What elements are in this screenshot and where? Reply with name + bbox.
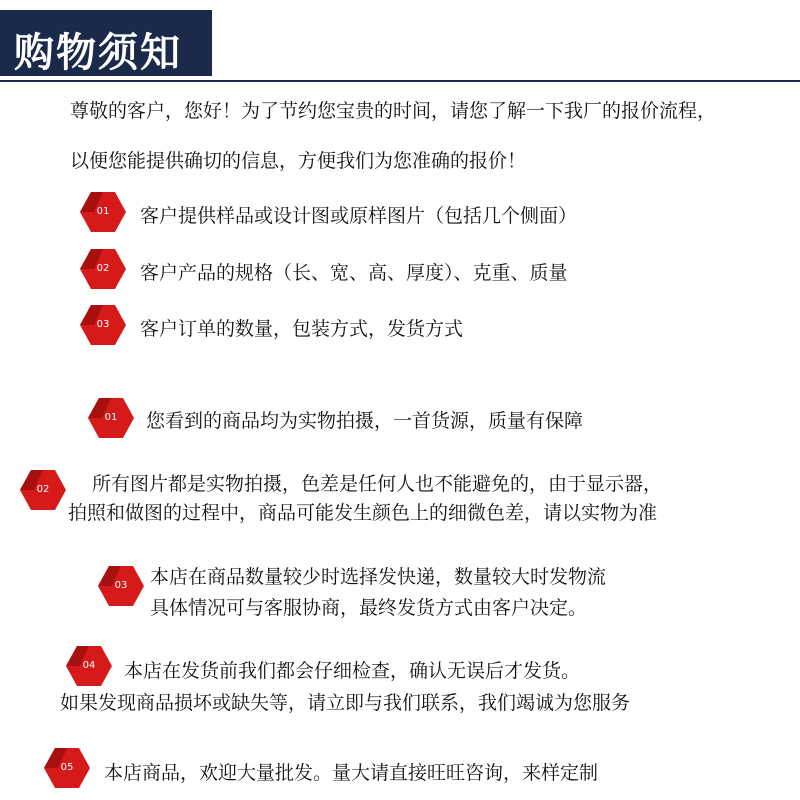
- note-04-line-2: 如果发现商品损坏或缺失等，请立即与我们联系，我们竭诚为您服务: [60, 692, 631, 714]
- note-badge-01: [88, 398, 134, 438]
- note-badge-04: [66, 646, 112, 686]
- intro-line-2: 以便您能提供确切的信息，方便我们为您准确的报价！: [70, 150, 527, 172]
- header-title-box: [0, 10, 212, 76]
- note-number: 03: [114, 580, 128, 591]
- step-badge-02: [80, 249, 126, 289]
- note-number: 05: [60, 762, 74, 773]
- step-text-01: 客户提供样品或设计图或原样图片（包括几个侧面）: [140, 205, 578, 227]
- step-badge-01: [80, 192, 126, 232]
- step-text-02: 客户产品的规格（长、宽、高、厚度）、克重、质量: [140, 262, 568, 284]
- note-03-line-2: 具体情况可与客服协商，最终发货方式由客户决定。: [150, 597, 588, 619]
- note-02-line-1: 所有图片都是实物拍摄，色差是任何人也不能避免的，由于显示器，: [92, 473, 663, 495]
- intro-line-1: 尊敬的客户，您好！为了节约您宝贵的时间，请您了解一下我厂的报价流程，: [70, 100, 717, 122]
- step-number: 02: [96, 263, 110, 274]
- step-badge-03: [80, 305, 126, 345]
- step-number: 03: [96, 319, 110, 330]
- step-number: 01: [96, 206, 110, 217]
- note-04-line-1: 本店在发货前我们都会仔细检查，确认无误后才发货。: [124, 660, 581, 682]
- note-number: 02: [36, 484, 50, 495]
- step-text-03: 客户订单的数量，包装方式，发货方式: [140, 318, 464, 340]
- page-title: 购物须知: [14, 30, 182, 76]
- note-03-line-1: 本店在商品数量较少时选择发快递，数量较大时发物流: [150, 566, 607, 588]
- note-number: 01: [104, 412, 118, 423]
- note-badge-05: [44, 748, 90, 788]
- note-05-line-1: 本店商品，欢迎大量批发。量大请直接旺旺咨询，来样定制: [104, 762, 599, 784]
- note-badge-03: [98, 566, 144, 606]
- note-01-line-1: 您看到的商品均为实物拍摄，一首货源，质量有保障: [146, 410, 584, 432]
- note-badge-02: [20, 470, 66, 510]
- note-number: 04: [82, 660, 96, 671]
- note-02-line-2: 拍照和做图的过程中，商品可能发生颜色上的细微色差，请以实物为准: [68, 502, 658, 524]
